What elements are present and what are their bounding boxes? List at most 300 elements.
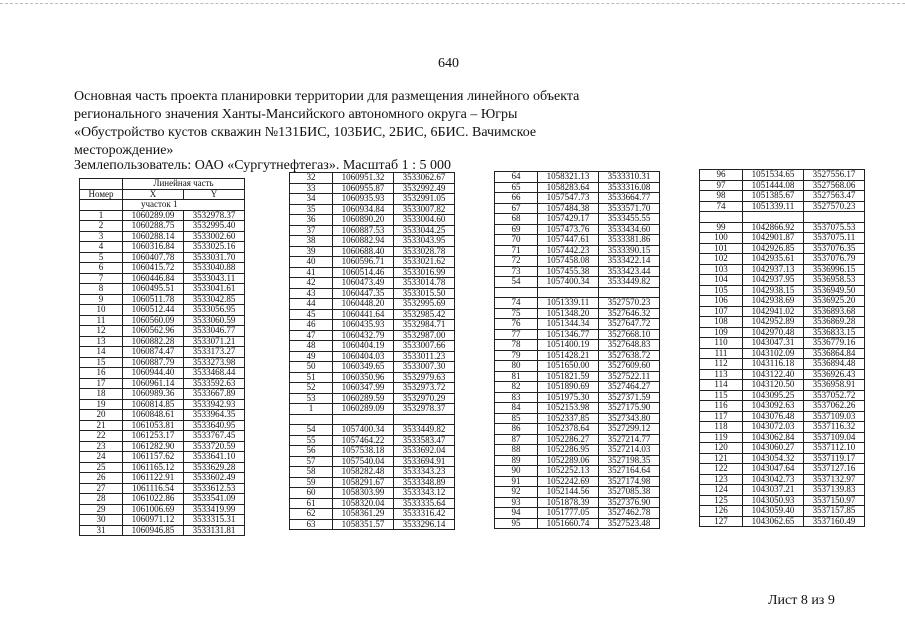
table-row — [80, 326, 245, 337]
coord-y: 3533381.86 — [599, 235, 660, 246]
coord-x: 1051777.05 — [538, 508, 599, 519]
table-row — [80, 399, 245, 410]
point-number: 11 — [80, 315, 123, 326]
point-number: 40 — [290, 257, 333, 268]
table-row — [495, 382, 660, 393]
table-row — [290, 404, 455, 415]
coord-x: 1060473.49 — [333, 278, 394, 289]
point-number: 124 — [700, 485, 743, 496]
coord-x: 1061165.12 — [123, 462, 184, 473]
coord-x: 1060887.79 — [123, 357, 184, 368]
coord-y: 3536996.15 — [804, 264, 865, 275]
point-number: 42 — [290, 278, 333, 289]
point-number: 114 — [700, 380, 743, 391]
coord-y: 3533002.60 — [184, 231, 245, 242]
table-row — [700, 327, 865, 338]
point-number: 14 — [80, 347, 123, 358]
point-number: 18 — [80, 389, 123, 400]
table-row — [700, 191, 865, 202]
table-row — [290, 446, 455, 457]
point-number: 29 — [80, 504, 123, 515]
coord-y: 3536893.68 — [804, 306, 865, 317]
table-row — [700, 390, 865, 401]
coord-x: 1051385.67 — [743, 191, 804, 202]
point-number: 78 — [495, 340, 538, 351]
coord-y: 3527609.60 — [599, 361, 660, 372]
point-number: 49 — [290, 351, 333, 362]
sheet-counter: Лист 8 из 9 — [768, 593, 835, 608]
point-number: 5 — [80, 252, 123, 263]
coord-x: 1060946.85 — [123, 525, 184, 536]
coord-y: 3533014.78 — [394, 278, 455, 289]
point-number: 92 — [495, 487, 538, 498]
coord-y: 3533016.99 — [394, 267, 455, 278]
coord-y: 3533056.95 — [184, 305, 245, 316]
coord-y: 3533602.49 — [184, 473, 245, 484]
coord-y: 3533942.93 — [184, 399, 245, 410]
table-row — [290, 351, 455, 362]
point-number: 90 — [495, 466, 538, 477]
point-number: 127 — [700, 516, 743, 527]
point-number: 32 — [290, 173, 333, 184]
coord-x: 1057464.22 — [333, 435, 394, 446]
table-row — [700, 443, 865, 454]
table-row — [290, 362, 455, 373]
coord-x: 1060596.71 — [333, 257, 394, 268]
table-row — [495, 319, 660, 330]
point-number: 107 — [700, 306, 743, 317]
coord-x: 1043062.84 — [743, 432, 804, 443]
point-number: 103 — [700, 264, 743, 275]
coord-x: 1057547.73 — [538, 193, 599, 204]
point-number: 82 — [495, 382, 538, 393]
table-row — [495, 193, 660, 204]
table-row — [80, 336, 245, 347]
table-caption: Линейная часть — [123, 179, 245, 190]
coord-y: 3532991.05 — [394, 194, 455, 205]
point-number: 48 — [290, 341, 333, 352]
coord-x: 1058321.13 — [538, 172, 599, 183]
coord-y: 3533964.35 — [184, 410, 245, 421]
point-number: 59 — [290, 477, 333, 488]
point-number: 99 — [700, 222, 743, 233]
coord-y: 3533641.10 — [184, 452, 245, 463]
coord-y: 3533042.85 — [184, 294, 245, 305]
coord-x: 1042937.95 — [743, 275, 804, 286]
point-number: 24 — [80, 452, 123, 463]
point-number: 72 — [495, 256, 538, 267]
point-number: 16 — [80, 368, 123, 379]
coord-x: 1043122.40 — [743, 369, 804, 380]
coord-x: 1060514.46 — [333, 267, 394, 278]
coord-y: 3532995.69 — [394, 299, 455, 310]
coord-x: 1060404.19 — [333, 341, 394, 352]
table-row — [80, 284, 245, 295]
table-row — [290, 383, 455, 394]
coord-x: 1060814.85 — [123, 399, 184, 410]
point-number: 126 — [700, 506, 743, 517]
table-row — [80, 378, 245, 389]
point-number: 125 — [700, 495, 743, 506]
coord-x: 1060934.84 — [333, 204, 394, 215]
point-number: 111 — [700, 348, 743, 359]
table-row — [290, 372, 455, 383]
table-row — [80, 452, 245, 463]
point-number: 71 — [495, 245, 538, 256]
coord-y: 3537116.32 — [804, 422, 865, 433]
point-number: 2 — [80, 221, 123, 232]
table-row — [290, 267, 455, 278]
coord-y: 3527563.47 — [804, 191, 865, 202]
coord-x: 1060435.93 — [333, 320, 394, 331]
table-row — [700, 254, 865, 265]
coord-x: 1060935.93 — [333, 194, 394, 205]
table-row — [290, 456, 455, 467]
table-row — [495, 403, 660, 414]
coord-x: 1060882.28 — [123, 336, 184, 347]
table-row — [290, 204, 455, 215]
coord-y: 3533348.89 — [394, 477, 455, 488]
coord-y: 3537075.53 — [804, 222, 865, 233]
table-row — [290, 236, 455, 247]
coord-x: 1051428.21 — [538, 350, 599, 361]
table-row — [80, 210, 245, 221]
coord-y: 3527371.59 — [599, 392, 660, 403]
coord-x: 1060951.32 — [333, 173, 394, 184]
table-row — [700, 453, 865, 464]
coord-x: 1052242.69 — [538, 476, 599, 487]
point-number: 81 — [495, 371, 538, 382]
table-row — [700, 222, 865, 233]
point-number: 96 — [700, 170, 743, 181]
table-row — [495, 245, 660, 256]
coord-y: 3537160.49 — [804, 516, 865, 527]
table-row — [80, 431, 245, 442]
coord-y: 3533343.12 — [394, 488, 455, 499]
table-row — [80, 242, 245, 253]
point-number: 33 — [290, 183, 333, 194]
point-number: 9 — [80, 294, 123, 305]
point-number: 15 — [80, 357, 123, 368]
coord-x: 1042935.61 — [743, 254, 804, 265]
coord-x: 1051650.00 — [538, 361, 599, 372]
point-number: 118 — [700, 422, 743, 433]
coord-x: 1057473.76 — [538, 224, 599, 235]
table-row — [700, 233, 865, 244]
coord-x: 1060288.14 — [123, 231, 184, 242]
table-row — [290, 509, 455, 520]
coord-x: 1057429.17 — [538, 214, 599, 225]
coord-x: 1061116.54 — [123, 483, 184, 494]
coord-y: 3533315.31 — [184, 515, 245, 526]
table-row — [290, 299, 455, 310]
coord-x: 1060562.96 — [123, 326, 184, 337]
point-number: 95 — [495, 518, 538, 529]
point-number: 45 — [290, 309, 333, 320]
point-number: 80 — [495, 361, 538, 372]
table-row — [80, 410, 245, 421]
coord-y: 3533025.16 — [184, 242, 245, 253]
point-number: 34 — [290, 194, 333, 205]
coord-y: 3527568.06 — [804, 180, 865, 191]
table-row — [80, 515, 245, 526]
coord-y: 3527299.12 — [599, 424, 660, 435]
coord-y: 3533071.21 — [184, 336, 245, 347]
coord-y: 3533060.59 — [184, 315, 245, 326]
coord-y: 3527638.72 — [599, 350, 660, 361]
table-row — [290, 278, 455, 289]
coord-y: 3536958.91 — [804, 380, 865, 391]
coord-y: 3527376.90 — [599, 497, 660, 508]
coord-y: 3533310.31 — [599, 172, 660, 183]
coord-y: 3527648.83 — [599, 340, 660, 351]
coord-x: 1043050.93 — [743, 495, 804, 506]
point-number: 54 — [290, 425, 333, 436]
point-number: 67 — [495, 203, 538, 214]
coord-x: 1060448.20 — [333, 299, 394, 310]
coord-x: 1060316.84 — [123, 242, 184, 253]
coordinates-table-2 — [289, 172, 455, 530]
table-row — [80, 462, 245, 473]
coord-x: 1043047.64 — [743, 464, 804, 475]
coord-y: 3533131.81 — [184, 525, 245, 536]
coord-x: 1060511.78 — [123, 294, 184, 305]
coord-y: 3536925.20 — [804, 296, 865, 307]
point-number: 44 — [290, 299, 333, 310]
coord-y: 3532973.72 — [394, 383, 455, 394]
coord-y: 3532978.37 — [184, 210, 245, 221]
coord-y: 3527214.77 — [599, 434, 660, 445]
coord-x: 1060961.14 — [123, 378, 184, 389]
coord-y: 3533046.77 — [184, 326, 245, 337]
coord-x: 1060288.75 — [123, 221, 184, 232]
table-row — [700, 264, 865, 275]
coord-x: 1057455.38 — [538, 266, 599, 277]
table-row — [700, 296, 865, 307]
point-number: 70 — [495, 235, 538, 246]
coord-x: 1057442.23 — [538, 245, 599, 256]
coord-y: 3536869.28 — [804, 317, 865, 328]
coord-y: 3533173.27 — [184, 347, 245, 358]
coord-y: 3533423.44 — [599, 266, 660, 277]
point-number: 97 — [700, 180, 743, 191]
coord-x: 1060441.64 — [333, 309, 394, 320]
coord-x: 1060495.51 — [123, 284, 184, 295]
point-number: 21 — [80, 420, 123, 431]
point-number: 88 — [495, 445, 538, 456]
coord-x: 1043092.63 — [743, 401, 804, 412]
coord-x: 1061053.81 — [123, 420, 184, 431]
point-number: 105 — [700, 285, 743, 296]
table-row — [80, 221, 245, 232]
table-row — [700, 243, 865, 254]
coord-y: 3532970.29 — [394, 393, 455, 404]
coord-y: 3527164.64 — [599, 466, 660, 477]
point-number: 120 — [700, 443, 743, 454]
point-number: 31 — [80, 525, 123, 536]
coord-x: 1042938.15 — [743, 285, 804, 296]
table-row — [495, 235, 660, 246]
coord-x: 1051975.30 — [538, 392, 599, 403]
point-number: 60 — [290, 488, 333, 499]
point-number: 74 — [495, 298, 538, 309]
coord-x: 1057540.04 — [333, 456, 394, 467]
point-number: 51 — [290, 372, 333, 383]
point-number: 56 — [290, 446, 333, 457]
coord-x: 1042901.87 — [743, 233, 804, 244]
coord-y: 3533422.14 — [599, 256, 660, 267]
coord-x: 1052337.85 — [538, 413, 599, 424]
coord-x: 1058291.67 — [333, 477, 394, 488]
coord-y: 3533667.89 — [184, 389, 245, 400]
point-number: 101 — [700, 243, 743, 254]
point-number: 110 — [700, 338, 743, 349]
point-number: 98 — [700, 191, 743, 202]
coord-x: 1051534.65 — [743, 170, 804, 181]
point-number: 121 — [700, 453, 743, 464]
coordinates-table-3 — [494, 171, 660, 529]
coord-y: 3533664.77 — [599, 193, 660, 204]
coord-y: 3527647.72 — [599, 319, 660, 330]
table-row — [495, 487, 660, 498]
coord-x: 1057400.34 — [333, 425, 394, 436]
coord-y: 3533583.47 — [394, 435, 455, 446]
coord-x: 1043095.25 — [743, 390, 804, 401]
coord-y: 3537076.35 — [804, 243, 865, 254]
coord-x: 1042952.89 — [743, 317, 804, 328]
table-row — [80, 483, 245, 494]
coord-x: 1051339.11 — [743, 201, 804, 212]
point-number: 73 — [495, 266, 538, 277]
coord-y: 3536894.48 — [804, 359, 865, 370]
point-number: 38 — [290, 236, 333, 247]
table-row — [700, 474, 865, 485]
coord-y: 3537112.10 — [804, 443, 865, 454]
coord-x: 1052153.98 — [538, 403, 599, 414]
coord-y: 3536949.50 — [804, 285, 865, 296]
point-number: 13 — [80, 336, 123, 347]
point-number: 86 — [495, 424, 538, 435]
coord-y: 3533449.82 — [599, 277, 660, 288]
point-number: 119 — [700, 432, 743, 443]
coord-y: 3533028.78 — [394, 246, 455, 257]
coord-x: 1060882.94 — [333, 236, 394, 247]
point-number: 17 — [80, 378, 123, 389]
table-row — [495, 340, 660, 351]
table-row — [700, 411, 865, 422]
coord-x: 1043062.65 — [743, 516, 804, 527]
table-row — [290, 467, 455, 478]
coord-y: 3533629.28 — [184, 462, 245, 473]
coord-y: 3533316.42 — [394, 509, 455, 520]
table-row — [290, 519, 455, 530]
point-number: 93 — [495, 497, 538, 508]
coord-x: 1060688.40 — [333, 246, 394, 257]
coord-x: 1060971.12 — [123, 515, 184, 526]
table-row — [80, 315, 245, 326]
table-row — [80, 273, 245, 284]
table-row — [495, 424, 660, 435]
table-row — [290, 173, 455, 184]
coord-x: 1051348.20 — [538, 308, 599, 319]
table-row — [495, 224, 660, 235]
point-number: 19 — [80, 399, 123, 410]
coord-x: 1061122.91 — [123, 473, 184, 484]
table-row — [700, 380, 865, 391]
coord-y: 3533296.14 — [394, 519, 455, 530]
table-row — [495, 476, 660, 487]
table-row — [495, 413, 660, 424]
point-number: 1 — [290, 404, 333, 415]
table-row — [495, 445, 660, 456]
point-number: 65 — [495, 182, 538, 193]
point-number: 25 — [80, 462, 123, 473]
header-number: Номер — [80, 189, 123, 200]
coord-x: 1060512.44 — [123, 305, 184, 316]
coord-x: 1060404.03 — [333, 351, 394, 362]
coord-y: 3533041.61 — [184, 284, 245, 295]
table-row — [290, 320, 455, 331]
coord-x: 1057447.61 — [538, 235, 599, 246]
point-number: 30 — [80, 515, 123, 526]
point-number: 83 — [495, 392, 538, 403]
point-number: 12 — [80, 326, 123, 337]
table-row — [80, 252, 245, 263]
page-number: 640 — [438, 56, 459, 71]
coord-y: 3533062.67 — [394, 173, 455, 184]
coord-y: 3527464.27 — [599, 382, 660, 393]
coord-x: 1061253.17 — [123, 431, 184, 442]
table-row — [495, 182, 660, 193]
coord-y: 3533720.59 — [184, 441, 245, 452]
point-number: 57 — [290, 456, 333, 467]
coord-x: 1051400.19 — [538, 340, 599, 351]
point-number: 68 — [495, 214, 538, 225]
table-row — [80, 294, 245, 305]
coord-x: 1057458.08 — [538, 256, 599, 267]
point-number: 117 — [700, 411, 743, 422]
coord-y: 3533040.88 — [184, 263, 245, 274]
coord-x: 1042941.02 — [743, 306, 804, 317]
table-row — [700, 516, 865, 527]
coord-y: 3527175.90 — [599, 403, 660, 414]
table-row — [495, 298, 660, 309]
table-row — [80, 305, 245, 316]
coord-y: 3536958.53 — [804, 275, 865, 286]
coord-x: 1043059.40 — [743, 506, 804, 517]
coord-x: 1060890.20 — [333, 215, 394, 226]
coord-y: 3533390.15 — [599, 245, 660, 256]
coord-y: 3533455.55 — [599, 214, 660, 225]
coord-y: 3533767.45 — [184, 431, 245, 442]
table-row — [495, 434, 660, 445]
coord-x: 1043076.48 — [743, 411, 804, 422]
coord-x: 1043037.21 — [743, 485, 804, 496]
coord-y: 3533468.44 — [184, 368, 245, 379]
coord-y: 3533044.25 — [394, 225, 455, 236]
point-number: 1 — [80, 210, 123, 221]
table-row — [700, 180, 865, 191]
coord-y: 3533043.95 — [394, 236, 455, 247]
coord-y: 3527556.17 — [804, 170, 865, 181]
point-number: 6 — [80, 263, 123, 274]
coord-y: 3532995.40 — [184, 221, 245, 232]
table-row — [290, 498, 455, 509]
coord-y: 3536926.43 — [804, 369, 865, 380]
table-row — [80, 368, 245, 379]
coord-x: 1052252.13 — [538, 466, 599, 477]
coord-x: 1058282.48 — [333, 467, 394, 478]
